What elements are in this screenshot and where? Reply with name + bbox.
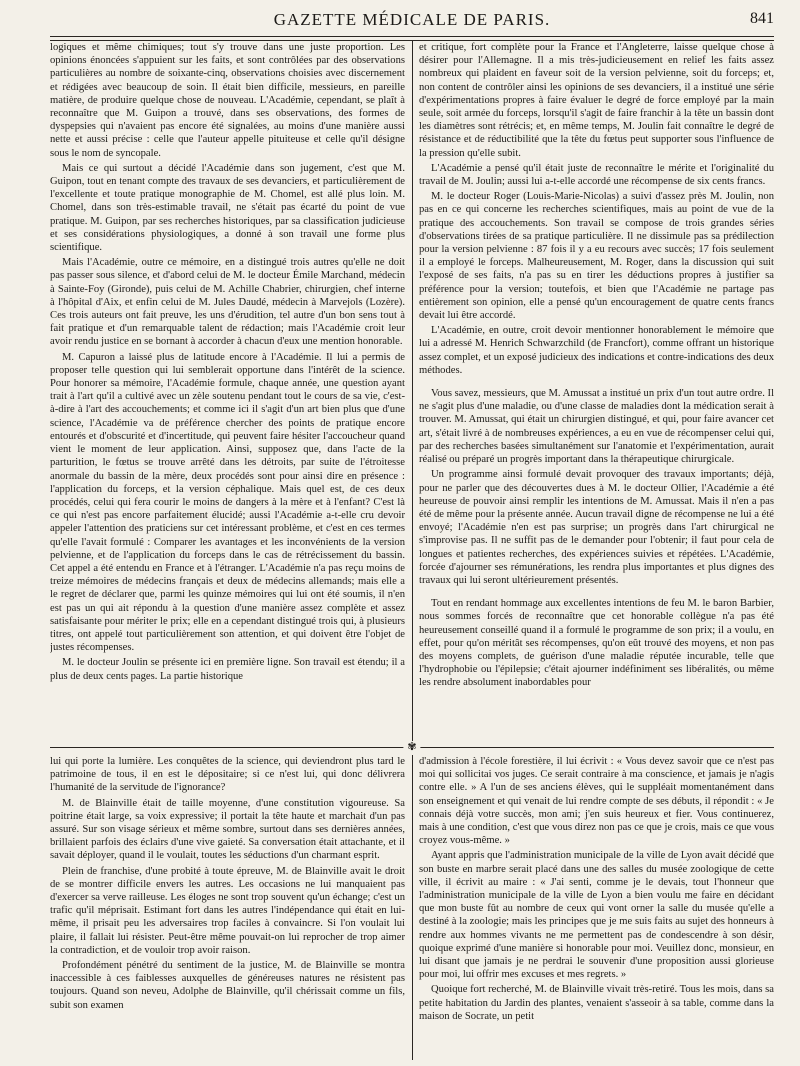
paragraph: d'admission à l'école forestière, il lui écrivit : « Vous devez savoir que ce n'est pas moi qui sollicitai vos juges. Ce serait contraire à ma conscience, et jamais je n'agis contre elle. » A l'un de ses anciens élèves, qui le suppléait momentanément dans son enseignement et qui venait de lui rendre compte de ses débuts, il répondit : « Je connais déjà votre succès, mon ami; j'en suis heureux et fier. Vous continuerez, mais à une condition, c'est que vous direz non pas ce que je crois, mais ce que vous croyez vous-même. » — [419, 756, 774, 847]
paragraph: Plein de franchise, d'une probité à toute épreuve, M. de Blainville avait le droit de se montrer difficile envers les autres. Les occasions ne lui manquaient pas d'exercer sa verve railleuse. Les éloges ne sont trop souvent qu'un échange; c'est un trafic qu'il méprisait. Estimant fort dans les autres l'indépendance qui était en lui-même, il prisait peu les adversaires trop faciles à convaincre. Si l'on voulait lui plaire, il fallait lui résister. Peut-être même pouvait-on lui reprocher de trop aimer la contradiction, et de vouloir trop avoir raison. — [50, 865, 405, 956]
paragraph: et critique, fort complète pour la France et l'Angleterre, laisse quelque chose à désirer pour l'Allemagne. Il a mis très-judicieusement en relief les faits assez nombreux qui plaident en faveur soit de la version pelvienne, soit du forceps; et, non content de contrôler ainsi les opinions de ses devanciers, il a institué une série d'expérimentations propres à faire évaluer le degré de force employé par la main seule, soit armée du forceps, lorsqu'il s'agit de faire franchir à la tête un bassin dont les diamètres sont rétrécis; et, en même temps, M. Joulin fait connaître le degré de résistance et de réductibilité que la tête du fœtus peut supporter sous l'influence de la pression qu'elle subit. — [419, 42, 774, 159]
ornament-icon: ✾ — [403, 741, 420, 754]
page-header — [50, 0, 774, 36]
paragraph: M. le docteur Roger (Louis-Marie-Nicolas) a suivi d'assez près M. Joulin, non pas en ce qui concerne les recherches scientifiques, mais au point de vue de la pratique des accouchements. Son travail se compose de trois grandes séries d'observations tirées de sa pratique particulière. Il ne dissimule pas sa prédilection pour la version pelvienne : 87 fois il y a eu recours avec succès; 17 fois seulement il a employé le forceps. Malheureusement, M. Roger, dans la discussion qui suit l'exposé de ses faits, n'a pas su en tirer les déductions propres à justifier sa préférence pour la version; toutefois, et bien que l'Académie ne partage pas entièrement son opinion, elle a pensé qu'un encouragement de quatre cents francs devait lui être accordé. — [419, 191, 774, 322]
paragraph: L'Académie, en outre, croit devoir mentionner honorablement le mémoire que lui a adressé M. Henrich Schwarzchild (de Francfort), comme offrant un historique assez complet, et un exposé judicieux des indications et contre-indications des deux méthodes. — [419, 325, 774, 376]
page-number: 841 — [750, 10, 774, 27]
column-separator — [412, 41, 413, 741]
journal-title: GAZETTE MÉDICALE DE PARIS. — [273, 10, 551, 29]
paragraph: Tout en rendant hommage aux excellentes intentions de feu M. le baron Barbier, nous sommes forcés de reconnaître que cet honorable collègue n'a pas été heureusement conseillé quand il a formulé le programme de son prix; il a voulu, en effet, pour qu'on méritât ses récompenses, qu'on eût trouvé des moyens, et non pas des moyens complets, de guérison d'une maladie réputée incurable, telle que l'hydrophobie ou l'épilepsie; c'était ajourner indéfiniment ses libéralités, ou même les rendre absolument inabordables pour — [419, 598, 774, 689]
paragraph: Profondément pénétré du sentiment de la justice, M. de Blainville se montra inaccessible à ces faiblesses auxquelles de généreuses natures ne résistent pas toujours. Quand son neveu, Adolphe de Blainville, qu'il chérissait comme un fils, subit son examen — [50, 960, 405, 1011]
bottom-section — [50, 755, 774, 1060]
paragraph: M. de Blainville était de taille moyenne, d'une constitution vigoureuse. Sa poitrine était large, sa voix expressive; il portait la tête haute et marchait d'un pas assuré. Sur son visage sérieux et même sombre, surtout dans ses dernières années, brillaient parfois des éclairs d'une vive gaieté. Sa conversation était attachante, et il savait déployer, quand il le voulait, toutes les séductions d'un charmant esprit. — [50, 797, 405, 862]
paragraph: lui qui porte la lumière. Les conquêtes de la science, qui deviendront plus tard le patrimoine de tous, il en est le dépositaire; si ce n'est lui, qui donc délivrera l'humanité de la servitude de l'ignorance? — [50, 756, 405, 794]
top-left-column — [50, 41, 412, 741]
top-right-column — [412, 41, 774, 741]
top-section — [50, 41, 774, 741]
paragraph: M. le docteur Joulin se présente ici en première ligne. Son travail est étendu; il a plus de deux cents pages. La partie historique — [50, 657, 405, 682]
bottom-right-column — [412, 755, 774, 1060]
paragraph: M. Capuron a laissé plus de latitude encore à l'Académie. Il lui a permis de proposer telle question qui lui semblerait opportune dans l'intérêt de la science. Pour honorer sa mémoire, l'Académie formule, chaque année, une question ayant trait à l'art qu'il a cultivé avec un zèle soutenu pendant tout le cours de sa vie, c'est-à-dire à l'art des accouchements; et comme ici il s'agit d'un art bien plus que d'une science, l'Académie va de préférence chercher des points de pratique encore entourés et d'obscurité et d'incertitude, qui peuvent faire hésiter l'accoucheur quand vient le moment de leur application. Ainsi, supposez que, dans l'acte de la parturition, le fœtus se trouve arrêté dans les détroits, par suite de l'étroitesse anormale du bassin de la mère, deux procédés sont pour ainsi dire en présence : l'application du forceps, et la version céphalique. Mais quel est, de ces deux procédés, celui qui fera courir le moins de dangers à la mère et à l'enfant? C'est là ce qui n'est pas encore parfaitement élucidé; aussi l'Académie a-t-elle cru devoir appeler l'attention des praticiens sur cet intéressant problème, et c'est en ces termes qu'elle l'avait formulé : Comparer les avantages et les inconvénients de la version pelvienne, et de l'application du forceps dans le cas de rétrécissement du bassin. Cet appel a été entendu en France et à l'étranger. L'Académie n'a pas reçu moins de treize mémoires de médecins français et deux de médecins allemands; mais elle a le regret de déclarer que, parmi les quinze mémoires qui lui ont été soumis, il n'en est pas un qui ait répondu à la question d'une manière assez complète et assez satisfaisante pour mériter le prix; elle en a cependant distingué trois qui, à plusieurs titres, ont appelé tout particulièrement son attention, et qui doivent être l'objet de justes récompenses. — [50, 351, 405, 654]
paragraph: Ayant appris que l'administration municipale de la ville de Lyon avait décidé que son buste en marbre serait placé dans une des salles du musée zoologique de cette ville, il écrivit au maire : « J'ai senti, comme je le devais, tout l'honneur que l'administration municipale de la ville de Lyon a bien voulu me faire en décidant que mon buste fût au nombre de ceux qui vont orner la salle du musée qu'elle a destiné à la zoologie; mais les principes que je me suis faits au sujet des honneurs à rendre aux hommes vivants ne me permettent pas de condescendre à son désir, quoique exprimé d'une manière si honorable pour moi. Veuillez donc, monsieur, en lui disant que jamais je ne perdrai le souvenir d'une proposition aussi glorieuse pour moi, lui offrir mes excuses et mes regrets. » — [419, 850, 774, 981]
paragraph: Un programme ainsi formulé devait provoquer des travaux importants; déjà, pour ne parler que des découvertes dues à M. le docteur Ollier, l'Académie a été heureuse de pouvoir ainsi remplir les intentions de M. Amussat. Mais il n'en a pas été de même pour la présente année. Aucun travail digne de récompense ne lui a été envoyé; l'Académie n'en est pas surprise; un progrès dans l'art chirurgical ne s'improvise pas. Il ne suffit pas de le demander pour l'obtenir; il faut pour cela de longues et patientes recherches, des expériences suivies et répétées. L'Académie, forcée d'ajourner ses rémunérations, les rendra plus importantes et plus dignes des travaux qui lui seront ultérieurement présentés. — [419, 469, 774, 586]
paragraph: Vous savez, messieurs, que M. Amussat a institué un prix d'un tout autre ordre. Il ne s'agit plus d'une maladie, ou d'une classe de maladies dont la médication serait à trouver. M. Amussat, qui était un chirurgien distingué, et qui, pour faire avancer cet art, s'était livré à de nombreuses expériences, a eu en vue de récompenser celui qui, par des recherches basées simultanément sur l'anatomie et l'expérimentation, aurait réalisé ou préparé un progrès important dans la thérapeutique chirurgicale. — [419, 388, 774, 466]
paragraph: Mais l'Académie, outre ce mémoire, en a distingué trois autres qu'elle ne doit pas passer sous silence, et d'abord celui de M. le docteur Émile Marchand, médecin à Sainte-Foy (Gironde), puis celui de M. Achille Chabrier, chirurgien, chef interne à l'hôpital d'Aix, et enfin celui de M. Jules Daudé, médecin à Marvejols (Lozère). Ces trois auteurs ont fait preuve, les uns d'érudition, tel autre d'un bon sens tout à fait pratique et d'un remarquable talent de rédaction; mais l'Académie croit leur avoir rendu justice en se bornant à accorder à chacun d'eux une mention honorable. — [50, 257, 405, 348]
paragraph: Mais ce qui surtout a décidé l'Académie dans son jugement, c'est que M. Guipon, tout en tenant compte des travaux de ses devanciers, et particulièrement de l'excellente et toute pratique monographie de M. Chomel, est allé plus loin. M. Chomel, dans son très-estimable travail, ne s'était pas écarté du point de vue pratique. M. Guipon, par ses recherches historiques, par sa classification judicieuse et ses considérations physiologiques, a donné à son travail une forme plus scientifique. — [50, 162, 405, 254]
column-separator — [412, 755, 413, 1060]
paragraph: Quoique fort recherché, M. de Blainville vivait très-retiré. Tous les mois, dans sa petite habitation du Jardin des plantes, venaient s'asseoir à sa table, comme dans la maison de Socrate, un petit — [419, 984, 774, 1022]
section-divider — [50, 741, 774, 755]
bottom-left-column — [50, 755, 412, 1060]
paragraph: logiques et même chimiques; tout s'y trouve dans une juste proportion. Les opinions énoncées s'appuient sur les faits, et sont contrôlées par des observations particulières au nombre de soixante-cinq, observations choisies avec discernement et rédigées avec beaucoup de soin. Il était bien difficile, messieurs, en pareille matière, de produire quelque chose de nouveau. L'Académie, cependant, se plaît à reconnaître que M. Guipon a trouvé, dans ses observations, des formes de dyspepsies qui n'avaient pas encore été signalées, au moins d'une manière aussi nette et aussi précise : celle que l'auteur appelle pituiteuse et celle qu'il désigne sous le nom de syncopale. — [50, 42, 405, 159]
paragraph: L'Académie a pensé qu'il était juste de reconnaître le mérite et l'originalité du travail de M. Joulin; aussi lui a-t-elle accordé une récompense de six cents francs. — [419, 162, 774, 188]
